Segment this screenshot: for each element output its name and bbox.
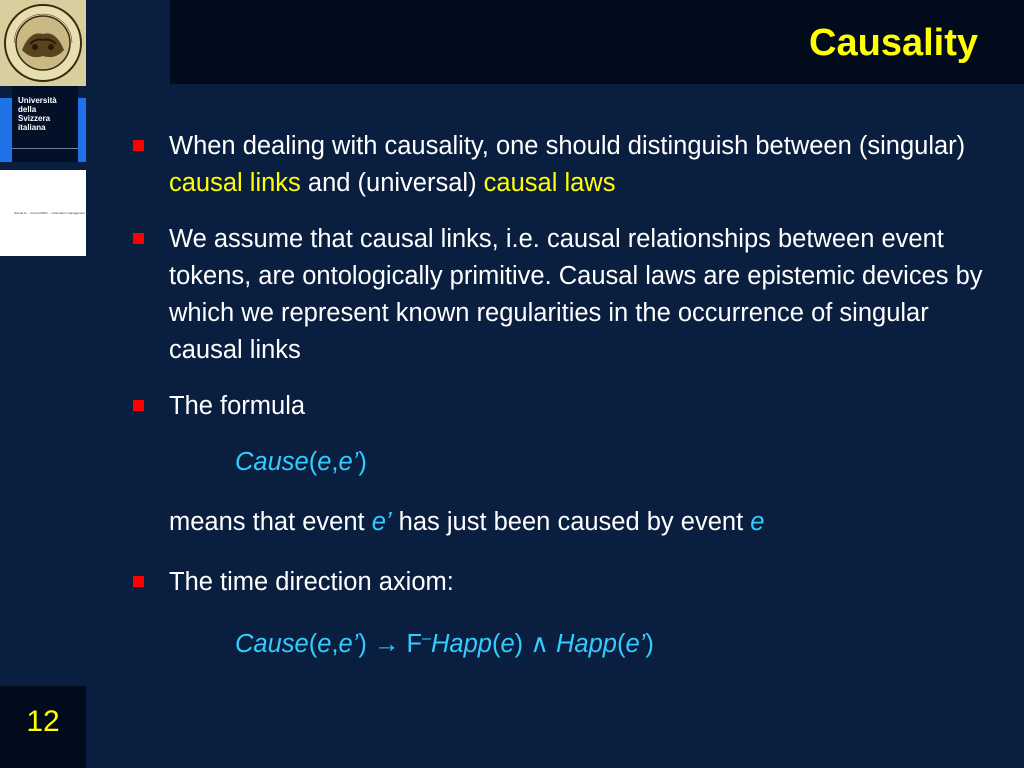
usi-divider [12, 148, 78, 149]
formula-cause [131, 444, 1001, 481]
formula-cause-pred: Cause [235, 448, 309, 476]
formula-paren: ( [616, 630, 626, 658]
past-operator-superscript: – [422, 630, 432, 647]
usi-line-2: della [18, 105, 37, 114]
usi-stripe-right [78, 98, 86, 162]
formula-paren: ) [645, 630, 654, 658]
past-operator: F [406, 630, 423, 658]
explanation-text-a: means that event [169, 508, 372, 536]
usi-line-4: italiana [18, 123, 46, 132]
formula-comma: , [331, 448, 339, 476]
formula-cause-pred: Cause [235, 630, 309, 658]
usi-line-3: Svizzera [18, 114, 51, 123]
bullet-1-text-b: and (universal) [300, 169, 484, 197]
bullet-4 [131, 564, 1001, 601]
formula-paren: ) [514, 630, 524, 658]
slide-title: Causality [809, 22, 978, 64]
formula-paren: ( [308, 630, 318, 658]
bullet-square-icon [133, 140, 144, 151]
formula-arg: e [317, 630, 332, 658]
bullet-3-text: The formula [169, 392, 306, 420]
bullet-square-icon [133, 400, 144, 411]
formula-time-axiom [131, 620, 1001, 663]
politecnico-logo [0, 0, 86, 86]
happ-pred: Happ [431, 630, 492, 658]
formula-arg: e’ [625, 630, 646, 658]
formula-arg: e’ [338, 630, 359, 658]
bullet-2-text: We assume that causal links, i.e. causal relationships between event tokens, are ontologically primitive. Causal laws are epistemic devices by which we represent known regularities in the occurrence of singular causal links [169, 225, 983, 364]
formula-arg: e [500, 630, 515, 658]
explanation-var: e’ [371, 508, 392, 536]
usi-stripe-left [0, 98, 12, 162]
explanation-text-b: has just been caused by event [391, 508, 751, 536]
small-note: Scuola di ... ricerca PRIN ... information management ... [14, 211, 89, 215]
formula-comma: , [331, 630, 339, 658]
bullet-1-text-a: When dealing with causality, one should distinguish between (singular) [169, 132, 966, 160]
implies-arrow: → [366, 630, 407, 658]
formula-paren: ( [308, 448, 318, 476]
and-operator: ∧ [523, 630, 557, 658]
explanation-var: e [750, 508, 765, 536]
formula-arg: e [317, 448, 332, 476]
bullet-2 [131, 221, 1001, 369]
bullet-4-text: The time direction axiom: [169, 568, 454, 596]
happ-pred: Happ [556, 630, 617, 658]
formula-paren: ( [491, 630, 501, 658]
slide-content [131, 128, 1001, 686]
bullet-square-icon [133, 576, 144, 587]
causal-laws-highlight: causal laws [483, 169, 616, 197]
usi-line-1: Università [18, 96, 57, 105]
formula-paren: ) [358, 448, 367, 476]
bullet-square-icon [133, 233, 144, 244]
usi-label [18, 96, 76, 132]
page-number: 12 [26, 705, 60, 738]
formula-paren: ) [358, 630, 367, 658]
causal-links-highlight: causal links [169, 169, 301, 197]
politecnico-seal-icon [0, 0, 86, 86]
formula-explanation [131, 504, 1001, 541]
bullet-3 [131, 388, 1001, 425]
formula-arg: e’ [338, 448, 359, 476]
bullet-1 [131, 128, 1001, 202]
